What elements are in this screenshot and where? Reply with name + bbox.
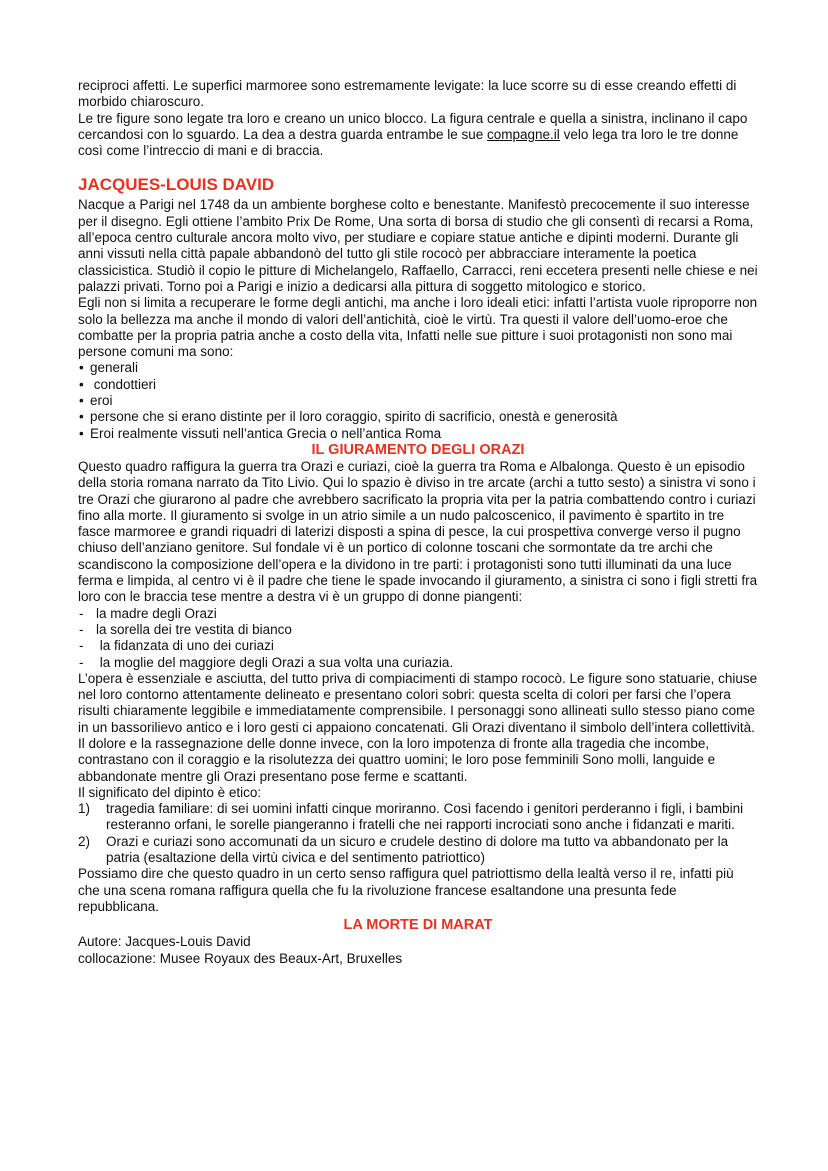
list-item: - la madre degli Orazi [78, 606, 758, 622]
document-page [78, 78, 758, 967]
intro-paragraph-2 [78, 111, 758, 160]
orazi-numbered-list [78, 801, 758, 866]
list-item: • eroi [78, 393, 758, 409]
intro-text-a: Le tre figure sono legate tra loro e creano un unico blocco. La figura centrale e quella a sinistra, inclinano il capo cercandosi con lo sguardo. La dea a destra guarda entrambe le sue [78, 110, 748, 142]
list-item: • generali [78, 360, 758, 376]
list-item: • persone che si erano distinte per il loro coraggio, spirito di sacrificio, onestà e generosità [78, 409, 758, 425]
david-paragraph-2: Egli non si limita a recuperare le forme degli antichi, ma anche i loro ideali etici: infatti l’artista vuole riproporre non solo la bellezza ma anche il mondo di valori dell’antichità, cioè le virtù. Tra questi il valore dell’uomo-eroe che combatte per la propria patria anche a costo della vita, Infatti nelle sue pitture i suoi protagonisti non sono mai persone comuni ma sono: [78, 295, 758, 360]
marat-author: Autore: Jacques-Louis David [78, 934, 251, 950]
list-item: • Eroi realmente vissuti nell’antica Grecia o nell’antica Roma [78, 426, 758, 442]
marat-location: collocazione: Musee Royaux des Beaux-Art, Bruxelles [78, 950, 403, 966]
list-text: tragedia familiare: di sei uomini infatti cinque moriranno. Così facendo i genitori perderanno i figli, i bambini resteranno orfani, le sorelle piangeranno i fratelli che nei rapporti incrociati sono anche i fidanzati e mariti. [106, 801, 744, 833]
david-paragraph-1: Nacque a Parigi nel 1748 da un ambiente borghese colto e benestante. Manifestò precocemente il suo interesse per il disegno. Egli ottiene l’ambito Prix De Rome, Una sorta di borsa di studio che gli consentì di recarsi a Roma, all’epoca centro culturale ancora molto vivo, per studiare e copiare statue antiche e dipinti moderni. Durante gli anni vissuti nella città papale abbandonò del tutto gli stile rococò per abbracciare interamente la poetica classicistica. Studiò il copio le pitture di Michelangelo, Raffaello, Carracci, reni eccetera presenti nelle chiese e nei palazzi privati. Torno poi a Parigi e inizio a dedicarsi alla pittura di soggetto mitologico e storico. [78, 197, 758, 294]
list-item [78, 834, 758, 867]
list-item [78, 801, 758, 834]
list-text: Orazi e curiazi sono accomunati da un sicuro e crudele destino di dolore ma tutto va abbandonato per la patria (esaltazione della virtù civica e del sentimento patriottico) [106, 833, 729, 866]
list-item: - la moglie del maggiore degli Orazi a sua volta una curiazia. [78, 655, 758, 671]
list-number: 2) [78, 833, 91, 849]
orazi-dash-list [78, 606, 758, 671]
list-number: 1) [78, 801, 91, 817]
orazi-paragraph-1: Questo quadro raffigura la guerra tra Orazi e curiazi, cioè la guerra tra Roma e Albalonga. Questo è un episodio della storia romana narrato da Tito Livio. Qui lo spazio è diviso in tre arcate (archi a tutto sesto) a sinistra vi sono i tre Orazi che giurarono al padre che avrebbero sacrificato la propria vita per la patria combattendo contro i curiazi fino alla morte. Il giuramento si svolge in un atrio simile a un nudo palcoscenico, il pavimento è spartito in tre fasce marmoree e grandi riquadri di laterizi disposti a spina di pesce, la cui prospettiva converge verso il pugno chiuso dell’anziano genitore. Sul fondale vi è un portico di colonne toscani che sormontate da tre archi che scandiscono la composizione dell’opera e la dividono in tre parti: i protagonisti sono tutti illuminati da una luce ferma e limpida, al centro vi è il padre che tiene le spade invocando il giuramento, a sinistra ci sono i figli stretti fra loro con le braccia tese mentre a destra vi è un gruppo di donne piangenti: [78, 458, 758, 605]
intro-paragraph-1: reciproci affetti. Le superfici marmoree sono estremamente levigate: la luce scorre su di esse creando effetti di morbido chiaroscuro. [78, 78, 737, 110]
list-item: - la fidanzata di uno dei curiazi [78, 638, 758, 654]
list-item: - la sorella dei tre vestita di bianco [78, 622, 758, 638]
marat-heading: LA MORTE DI MARAT [343, 917, 493, 934]
david-heading: JACQUES-LOUIS DAVID [78, 175, 275, 195]
intro-underlined-word: compagne.il [487, 126, 560, 142]
orazi-paragraph-4: Possiamo dire che questo quadro in un certo senso raffigura quel patriottismo della lealtà verso il re, infatti più che una scena romana raffigura quella che fu la rivoluzione francese esaltandone una presunta fede repubblicana. [78, 866, 734, 914]
orazi-paragraph-2: L’opera è essenziale e asciutta, del tutto priva di compiacimenti di stampo rococò. Le figure sono statuarie, chiuse nel loro contorno attentamente delineato e presentano colori sobri: questa scelta di colori per farsi che l’opera risulti chiaramente leggibile e immediatamente comprensibile. I personaggi sono allineati sullo stesso piano come in un bassorilievo antico e i loro gesti ci appaiono concatenati. Gli Orazi diventano il simbolo dell’intera collettività. Il dolore e la rassegnazione delle donne invece, con la loro impotenza di fronte alla tragedia che incombe, contrastano con il coraggio e la risolutezza dei quattro uomini; le loro pose femminili Sono molli, languide e abbandonate mentre gli Orazi presentano pose ferme e scattanti. [78, 670, 758, 784]
david-bullet-list [78, 360, 758, 441]
list-item: • condottieri [78, 377, 758, 393]
intro-text-b: velo lega tra loro le tre donne così come l’intreccio di mani e di braccia. [78, 126, 739, 159]
orazi-heading: IL GIURAMENTO DEGLI ORAZI [311, 441, 525, 458]
orazi-paragraph-3: Il significato del dipinto è etico: [78, 784, 262, 800]
